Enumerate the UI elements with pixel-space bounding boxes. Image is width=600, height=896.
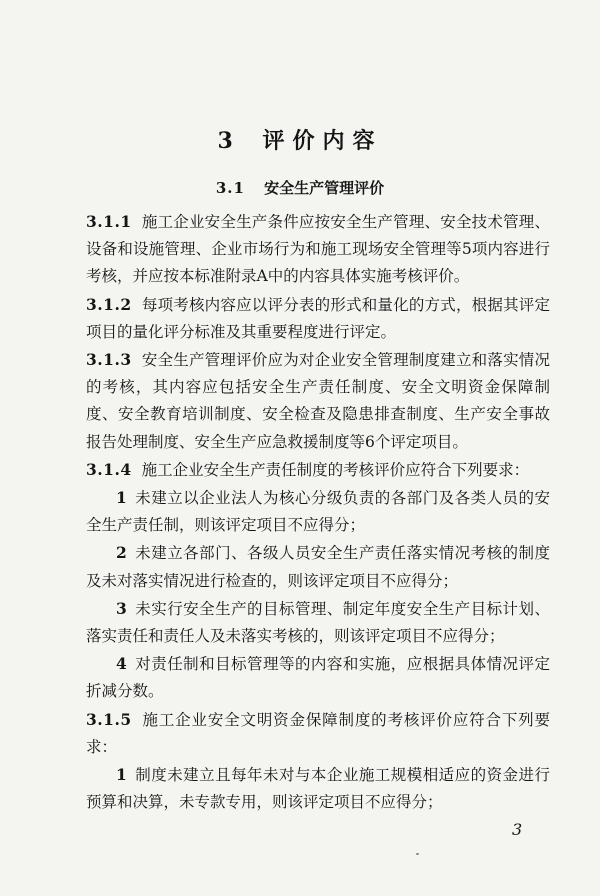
list-item — [86, 539, 550, 594]
section-title — [0, 177, 600, 198]
clause-text: 安全生产管理评价应为对企业安全管理制度建立和落实情况的考核，其内容应包括安全生产责任制度、安全文明资金保障制度、安全教育培训制度、安全检查及隐患排查制度、生产安全事故报告处理制度、安全生产应急救援制度等6个评定项目。 — [86, 351, 550, 451]
item-number: 1 — [116, 488, 127, 508]
clause-3-1-1 — [86, 208, 550, 291]
clause-3-1-3 — [86, 346, 550, 456]
section-number: 3.1 — [215, 179, 245, 197]
item-text: 未建立各部门、各级人员安全生产责任落实情况考核的制度及未对落实情况进行检查的，则该评定项目不应得分； — [86, 544, 550, 590]
clause-text: 每项考核内容应以评分表的形式和量化的方式，根据其评定项目的量化评分标准及其重要程度进行评定。 — [86, 295, 550, 341]
item-number: 4 — [116, 654, 127, 674]
clause-number: 3.1.3 — [86, 350, 132, 370]
item-text: 未实行安全生产的目标管理、制定年度安全生产目标计划、落实责任和责任人及未落实考核的，则该评定项目不应得分； — [86, 599, 550, 646]
item-number: 2 — [116, 543, 127, 563]
item-text: 未建立以企业法人为核心分级负责的各部门及各类人员的安全生产责任制，则该评定项目不应得分； — [86, 489, 550, 535]
item-text: 对责任制和目标管理等的内容和实施，应根据具体情况评定折减分数。 — [86, 655, 550, 701]
clause-3-1-4 — [86, 456, 550, 484]
section-title-text: 安全生产管理评价 — [264, 179, 385, 197]
item-number: 1 — [116, 765, 127, 785]
body-text — [86, 208, 550, 816]
clause-text: 施工企业安全文明资金保障制度的考核评价应符合下列要求： — [86, 710, 550, 756]
page-number: 3 — [512, 820, 523, 839]
clause-3-1-2 — [86, 291, 550, 346]
clause-3-1-5 — [86, 706, 550, 761]
chapter-title — [0, 124, 600, 155]
chapter-number: 3 — [217, 128, 241, 154]
chapter-title-text: 评价内容 — [262, 128, 383, 154]
clause-number: 3.1.1 — [86, 212, 132, 231]
clause-number: 3.1.2 — [86, 294, 132, 314]
list-item — [86, 650, 550, 705]
clause-number: 3.1.4 — [86, 459, 132, 479]
scan-speck — [416, 853, 419, 855]
item-number: 3 — [116, 598, 127, 618]
clause-text: 施工企业安全生产责任制度的考核评价应符合下列要求： — [141, 460, 530, 479]
list-item — [86, 761, 550, 816]
list-item — [86, 595, 550, 650]
clause-number: 3.1.5 — [86, 709, 132, 729]
item-text: 制度未建立且每年未对与本企业施工规模相适应的资金进行预算和决算，未专款专用，则该评定项目不应得分； — [86, 766, 550, 812]
clause-text: 施工企业安全生产条件应按安全生产管理、安全技术管理、设备和设施管理、企业市场行为和施工现场安全管理等5项内容进行考核，并应按本标准附录A中的内容具体实施考核评价。 — [86, 213, 550, 286]
list-item — [86, 484, 550, 539]
